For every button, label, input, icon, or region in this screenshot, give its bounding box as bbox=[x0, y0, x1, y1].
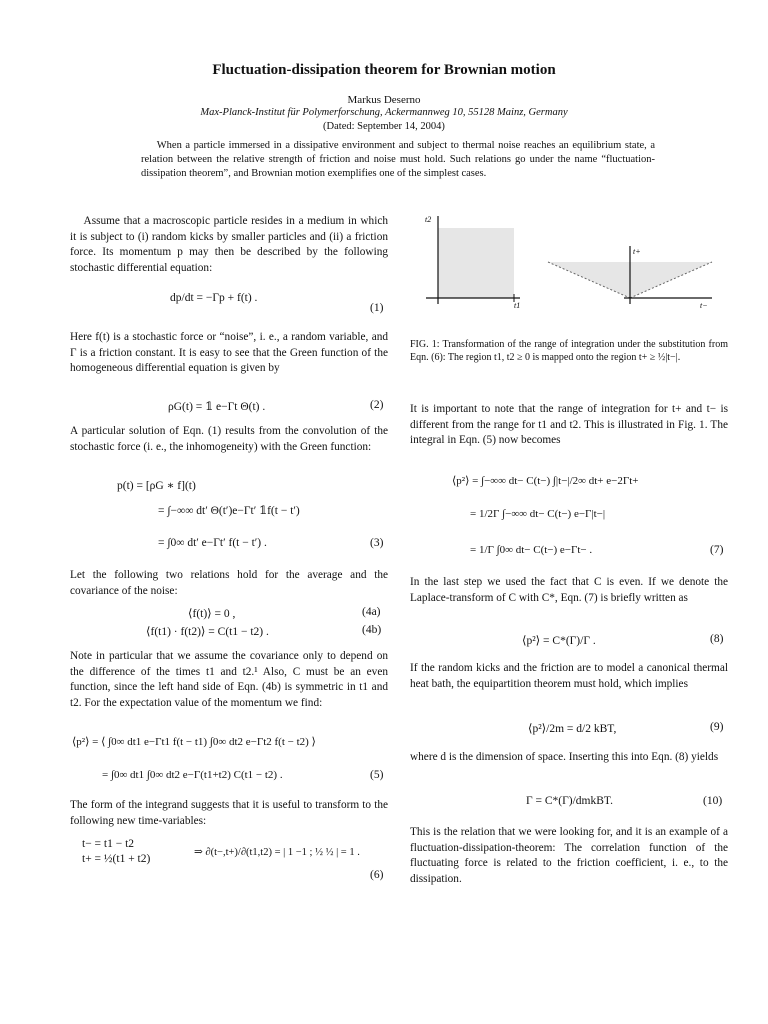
figure-label-tminus: t− bbox=[700, 301, 708, 310]
right-paragraph-1: It is important to note that the range of integration for t+ and t− is different from the range for t1 and t2. This is illustrated in Fig. 1. The integral in Eqn. (5) now becomes bbox=[410, 403, 728, 446]
equation-5-line-1: ⟨p²⟩ = ⟨ ∫0∞ dt1 e−Γt1 f(t − t1) ∫0∞ dt2 e−Γt2 f(t − t2) ⟩ bbox=[72, 736, 316, 748]
figure-caption: FIG. 1: Transformation of the range of integration under the substitution from Eqn. (6): The region t1, t2 ≥ 0 is mapped onto the region t+ ≥ ½|t−|. bbox=[410, 339, 728, 363]
equation-5-number: (5) bbox=[370, 769, 384, 781]
left-paragraph-4: Let the following two relations hold for the average and the covariance of the noise: bbox=[70, 569, 388, 597]
equation-6-line-2: t+ = ½(t1 + t2) bbox=[82, 853, 151, 865]
equation-7-line-2: = 1/2Γ ∫−∞∞ dt− C(t−) e−Γ|t−| bbox=[470, 508, 606, 520]
equation-10: Γ = C*(Γ)/dmkBT. bbox=[526, 795, 613, 807]
figure-region-t1-t2 bbox=[438, 228, 514, 298]
left-paragraph-2: Here f(t) is a stochastic force or “noise”, i. e., a random variable, and Γ is a friction constant. It is easy to see that the Green function of the homogeneous differential equation is given by bbox=[70, 331, 388, 374]
equation-3-line-3: = ∫0∞ dt′ e−Γt′ f(t − t′) . bbox=[158, 537, 267, 549]
affiliation: Max-Planck-Institut für Polymerforschung, Ackermannweg 10, 55128 Mainz, Germany bbox=[200, 107, 568, 118]
figure-label-t2: t2 bbox=[425, 215, 432, 224]
equation-4b: ⟨f(t1) · f(t2)⟩ = C(t1 − t2) . bbox=[146, 626, 269, 638]
equation-2-number: (2) bbox=[370, 399, 384, 411]
equation-5-line-2: = ∫0∞ dt1 ∫0∞ dt2 e−Γ(t1+t2) C(t1 − t2) . bbox=[102, 769, 283, 781]
equation-1: dp/dt = −Γp + f(t) . bbox=[170, 292, 258, 304]
equation-4a: ⟨f(t)⟩ = 0 , bbox=[188, 608, 236, 620]
right-paragraph-2: In the last step we used the fact that C is even. If we denote the Laplace-transform of C with C*, Eqn. (7) is briefly written as bbox=[410, 576, 728, 604]
equation-6-rhs: ⇒ ∂(t−,t+)/∂(t1,t2) = | 1 −1 ; ½ ½ | = 1 . bbox=[194, 847, 360, 858]
right-paragraph-4: where d is the dimension of space. Inserting this into Eqn. (8) yields bbox=[410, 751, 719, 763]
equation-3-number: (3) bbox=[370, 537, 384, 549]
equation-8: ⟨p²⟩ = C*(Γ)/Γ . bbox=[522, 635, 596, 647]
equation-9: ⟨p²⟩/2m = d/2 kBT, bbox=[528, 723, 617, 735]
figure-1 bbox=[410, 210, 728, 320]
equation-8-number: (8) bbox=[710, 633, 724, 645]
equation-4a-number: (4a) bbox=[362, 606, 381, 618]
equation-1-number: (1) bbox=[370, 302, 384, 314]
equation-2: ρG(t) = 𝟙 e−Γt Θ(t) . bbox=[168, 401, 266, 413]
right-paragraph-5: This is the relation that we were looking for, and it is an example of a fluctuation-dissipation-theorem: The correlation function of the fluctuating force is related to the friction coefficient, i. e., to the dissipation. bbox=[410, 826, 728, 885]
left-paragraph-1: Assume that a macroscopic particle resides in a medium in which it is subject to (i) random kicks by smaller particles and (ii) a friction force. Its momentum p may then be described by the following stochastic differential equation: bbox=[70, 215, 388, 274]
author: Markus Deserno bbox=[347, 94, 421, 106]
abstract: When a particle immersed in a dissipative environment and subject to thermal noise reaches an equilibrium state, a relation between the relative strength of friction and noise must hold. Such relations go under the name “fluctuation-dissipation theorem”, and Brownian motion exemplifies one of the simplest cases. bbox=[141, 140, 655, 179]
equation-10-number: (10) bbox=[703, 795, 723, 807]
equation-9-number: (9) bbox=[710, 721, 724, 733]
equation-3-line-2: = ∫−∞∞ dt′ Θ(t′)e−Γt′ 𝟙f(t − t′) bbox=[158, 505, 300, 517]
equation-4b-number: (4b) bbox=[362, 624, 382, 636]
equation-6-line-1: t− = t1 − t2 bbox=[82, 838, 135, 850]
equation-6-number: (6) bbox=[370, 869, 384, 881]
right-paragraph-3: If the random kicks and the friction are to model a canonical thermal heat bath, the equipartition theorem must hold, which implies bbox=[410, 662, 728, 690]
left-paragraph-6: The form of the integrand suggests that it is useful to transform to the following new time-variables: bbox=[70, 799, 388, 827]
equation-7-line-3: = 1/Γ ∫0∞ dt− C(t−) e−Γt− . bbox=[470, 544, 593, 556]
left-paragraph-3: A particular solution of Eqn. (1) results from the convolution of the stochastic force (i. e., the inhomogeneity) with the Green function: bbox=[70, 425, 388, 453]
equation-7-line-1: ⟨p²⟩ = ∫−∞∞ dt− C(t−) ∫|t−|/2∞ dt+ e−2Γt+ bbox=[452, 475, 639, 487]
paper-title: Fluctuation-dissipation theorem for Brownian motion bbox=[212, 62, 556, 78]
dated: (Dated: September 14, 2004) bbox=[323, 121, 445, 132]
equation-7-number: (7) bbox=[710, 544, 724, 556]
left-paragraph-5: Note in particular that we assume the covariance only to depend on the difference of the times t1 and t2.¹ Also, C must be an even function, since the left hand side of Eqn. (4b) is symmetric in t1 and t2. For the expectation value of the momentum we find: bbox=[70, 650, 388, 709]
equation-3-line-1: p(t) = [ρG ∗ f](t) bbox=[117, 480, 196, 492]
figure-label-tplus: t+ bbox=[633, 247, 641, 256]
figure-label-t1: t1 bbox=[514, 301, 521, 310]
